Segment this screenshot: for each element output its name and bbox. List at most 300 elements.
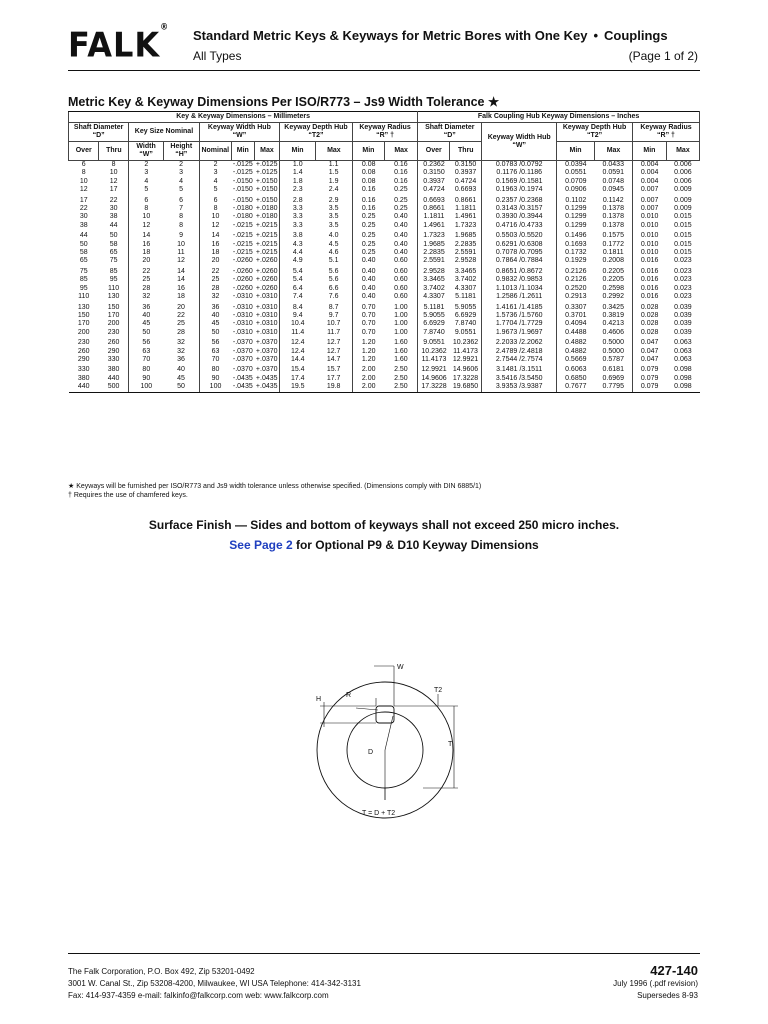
- table-cell: 4.9: [280, 257, 316, 265]
- table-cell: 5.4: [280, 276, 316, 284]
- table-cell: 28: [199, 285, 231, 293]
- table-cell: 0.028: [633, 329, 667, 337]
- table-cell: 0.2205: [602, 276, 624, 284]
- table-cell: 8.4: [280, 302, 316, 312]
- table-cell: 14.9606: [418, 375, 450, 383]
- table-cell: 22: [79, 205, 88, 213]
- table-cell: 0.047: [633, 337, 667, 347]
- table-cell: 0.010: [633, 230, 667, 240]
- table-cell: 0.5000: [602, 339, 624, 347]
- col-keyway-radius-mm: Keyway Radius “R” †: [352, 123, 417, 142]
- table-cell: 0.010: [633, 249, 667, 257]
- table-cell: 3.7402: [418, 285, 450, 293]
- table-row: [69, 222, 700, 230]
- table-cell: 0.40: [394, 240, 408, 248]
- table-cell: 44: [109, 221, 118, 229]
- table-cell: 2.9: [328, 196, 339, 204]
- table-cell: 0.6063: [557, 364, 595, 374]
- table-cell: 8: [129, 205, 164, 213]
- table-cell: 0.60: [394, 257, 408, 265]
- table-cell: 0.006: [674, 169, 692, 177]
- table-row: [69, 169, 700, 177]
- table-cell: 10.7: [326, 320, 341, 328]
- table-cell: 0.70: [352, 320, 384, 328]
- footnote-star: ★ Keyways will be furnished per ISO/R773 and Js9 width tolerance unless otherwise specified. (Dimensions comply with DIN 6885/1): [68, 483, 482, 490]
- sub-thru: Thru: [450, 142, 482, 161]
- table-cell: 0.1732: [557, 249, 595, 257]
- col-key-size: Key Size Nominal: [129, 123, 199, 142]
- table-cell: +.0310: [255, 303, 278, 311]
- table-cell: 0.007: [633, 205, 667, 213]
- table-cell: 0.1299: [557, 205, 595, 213]
- table-cell: 50: [109, 232, 118, 240]
- table-cell: 10: [199, 213, 231, 221]
- table-cell: 0.3937: [454, 169, 477, 177]
- table-cell: 0.3930 /0.3944: [482, 213, 557, 221]
- table-cell: 9.7: [328, 311, 339, 319]
- table-cell: 18: [177, 293, 185, 301]
- table-cell: +.0370: [255, 347, 278, 355]
- label-h: H: [316, 696, 322, 703]
- table-body: [69, 161, 700, 393]
- table-cell: 1.7704 /1.7729: [482, 320, 557, 328]
- table-cell: 18: [199, 249, 231, 257]
- table-row: [69, 213, 700, 221]
- table-cell: 0.5503 /0.5520: [482, 230, 557, 240]
- sub-height: Height “H”: [163, 142, 199, 161]
- table-cell: 0.1378: [602, 205, 624, 213]
- table-cell: 56: [199, 337, 231, 347]
- table-cell: 6.4: [280, 285, 316, 293]
- table-cell: 0.08: [352, 178, 384, 186]
- table-cell: 45: [199, 320, 231, 328]
- table-cell: 6: [199, 195, 231, 205]
- table-cell: 5.6: [328, 267, 339, 275]
- table-cell: 0.16: [394, 169, 408, 177]
- table-cell: 0.1176 /0.1186: [482, 169, 557, 177]
- table-cell: 0.25: [352, 213, 384, 221]
- table-cell: 2.4: [328, 186, 339, 194]
- table-cell: 95: [109, 276, 118, 284]
- table-cell: 0.25: [352, 249, 384, 257]
- table-cell: 0.007: [633, 186, 667, 194]
- table-cell: 22: [129, 266, 164, 276]
- table-cell: 0.1378: [602, 213, 624, 221]
- table-cell: 6: [179, 196, 183, 204]
- table-cell: 3.9353 /3.9387: [482, 383, 557, 392]
- table-cell: 1.4161 /1.4185: [482, 302, 557, 312]
- table-cell: 65: [79, 257, 88, 265]
- table-cell: +.0125: [255, 169, 278, 177]
- table-cell: 2.2835: [418, 249, 450, 257]
- table-cell: 20: [177, 303, 185, 311]
- table-cell: 70: [129, 356, 164, 364]
- table-cell: 4.3307: [454, 284, 477, 292]
- table-cell: 0.40: [352, 293, 384, 301]
- table-cell: 0.25: [394, 186, 408, 194]
- table-cell: -.0435: [232, 374, 253, 382]
- table-row: [69, 348, 700, 356]
- table-cell: 44: [79, 232, 88, 240]
- table-cell: 0.7677: [557, 383, 595, 392]
- table-cell: 32: [129, 293, 164, 301]
- table-cell: 1.5: [328, 169, 339, 177]
- table-cell: 0.006: [674, 177, 692, 185]
- falk-logo: FALK®: [68, 22, 170, 65]
- table-cell: -.0370: [232, 366, 253, 374]
- table-cell: 0.16: [352, 205, 384, 213]
- table-cell: 0.40: [394, 249, 408, 257]
- table-cell: 230: [107, 328, 120, 336]
- table-cell: 17.3228: [418, 383, 450, 392]
- table-cell: 0.40: [352, 276, 384, 284]
- table-cell: -.0215: [232, 240, 253, 248]
- table-cell: 14.7: [326, 355, 341, 363]
- table-cell: 3: [199, 169, 231, 177]
- table-cell: 0.08: [352, 169, 384, 177]
- table-cell: 20: [129, 257, 164, 265]
- table-cell: 290: [107, 347, 120, 355]
- table-cell: 1.20: [352, 348, 384, 356]
- see-page-note: See Page 2 for Optional P9 & D10 Keyway Dimensions: [229, 538, 539, 552]
- table-cell: 25: [177, 320, 185, 328]
- table-cell: 380: [107, 366, 120, 374]
- table-cell: 0.016: [633, 276, 667, 284]
- table-row: [69, 249, 700, 257]
- table-cell: 4: [129, 178, 164, 186]
- table-cell: 11: [177, 249, 185, 257]
- table-cell: 30: [79, 213, 88, 221]
- table-cell: 0.0906: [557, 186, 595, 194]
- footer-divider: [68, 953, 700, 954]
- table-cell: -.0215: [232, 249, 253, 257]
- table-cell: 0.40: [352, 257, 384, 265]
- table-cell: 85: [79, 276, 88, 284]
- table-cell: 2.50: [394, 366, 408, 374]
- table-cell: 5.1181: [418, 302, 450, 312]
- table-cell: 12: [129, 222, 164, 230]
- table-cell: 0.0433: [602, 161, 624, 168]
- table-cell: 5.1: [328, 257, 339, 265]
- table-cell: 0.015: [674, 213, 692, 221]
- table-cell: 0.1569 /0.1581: [482, 178, 557, 186]
- table-cell: +.0310: [255, 293, 278, 301]
- col-shaft-diameter-in: Shaft Diameter “D”: [418, 123, 482, 142]
- section-title: Metric Key & Keyway Dimensions Per ISO/R773 – Js9 Width Tolerance ★: [68, 95, 500, 109]
- table-cell: 16: [199, 241, 231, 249]
- table-cell: 75: [109, 257, 118, 265]
- table-cell: 70: [199, 356, 231, 364]
- table-cell: 0.5000: [602, 347, 624, 355]
- sub-nominal: Nominal: [199, 142, 231, 161]
- table-cell: 0.039: [674, 320, 692, 328]
- supersedes-note: Supersedes 8-93: [637, 991, 698, 1000]
- table-cell: 260: [77, 347, 90, 355]
- table-cell: 19.5: [280, 383, 316, 392]
- table-cell: 6: [81, 161, 86, 168]
- table-cell: 0.1575: [602, 232, 624, 240]
- label-formula: T = D + T2: [362, 810, 396, 817]
- table-cell: 5: [179, 186, 183, 194]
- table-cell: 1.00: [394, 320, 408, 328]
- table-cell: 80: [199, 364, 231, 374]
- table-cell: 16: [177, 284, 185, 292]
- table-cell: 0.1963 /0.1974: [482, 186, 557, 194]
- table-cell: +.0310: [255, 311, 278, 319]
- table-cell: 8: [179, 213, 183, 221]
- table-cell: 3.7402: [454, 276, 477, 284]
- col-keyway-width-mm: Keyway Width Hub “W”: [199, 123, 279, 142]
- table-cell: 50: [79, 240, 88, 248]
- table-cell: 0.023: [674, 257, 692, 265]
- see-page-2-link[interactable]: See Page 2: [229, 538, 293, 552]
- table-cell: 5: [199, 186, 231, 194]
- table-cell: +.0215: [255, 249, 278, 257]
- table-cell: -.0260: [232, 257, 253, 265]
- table-row: [69, 266, 700, 276]
- table-cell: 0.009: [674, 196, 692, 204]
- table-cell: 3.5: [328, 213, 339, 221]
- sub-min: Min: [231, 142, 254, 161]
- table-cell: 9.0551: [454, 328, 477, 336]
- table-cell: 0.0551: [557, 169, 595, 177]
- table-cell: 0.2362: [418, 161, 450, 170]
- table-cell: 1.7323: [454, 221, 477, 229]
- table-cell: -.0125: [232, 161, 253, 168]
- table-cell: 8: [199, 205, 231, 213]
- table-cell: 10.2362: [452, 339, 479, 347]
- table-cell: 36: [129, 302, 164, 312]
- table-cell: 130: [107, 293, 120, 301]
- table-cell: 25: [199, 276, 231, 284]
- group-header-mm: Key & Keyway Dimensions – Millimeters: [69, 112, 418, 123]
- table-cell: 0.7078 /0.7095: [482, 249, 557, 257]
- sub-width: Width “W”: [129, 142, 164, 161]
- table-cell: 500: [99, 383, 129, 392]
- table-cell: 12.7: [326, 339, 341, 347]
- table-cell: 0.1299: [557, 222, 595, 230]
- table-cell: 0.1102: [557, 195, 595, 205]
- table-cell: 2.9528: [418, 266, 450, 276]
- table-cell: +.0215: [255, 240, 278, 248]
- table-cell: 0.016: [633, 257, 667, 265]
- table-cell: 2.00: [352, 375, 384, 383]
- table-cell: 3.1481 /3.1511: [482, 364, 557, 374]
- page-number: (Page 1 of 2): [628, 49, 698, 63]
- table-cell: 0.25: [352, 241, 384, 249]
- table-cell: 2.50: [385, 383, 418, 392]
- table-cell: 8: [179, 221, 183, 229]
- table-cell: 0.023: [674, 284, 692, 292]
- table-row: [69, 329, 700, 337]
- label-w: W: [397, 664, 404, 671]
- table-cell: 1.00: [394, 303, 408, 311]
- table-cell: 2.00: [352, 364, 384, 374]
- footnote-dagger: † Requires the use of chamfered keys.: [68, 492, 188, 499]
- table-cell: 0.1693: [557, 241, 595, 249]
- sub-min: Min: [633, 142, 667, 161]
- table-cell: 40: [129, 312, 164, 320]
- table-cell: 330: [77, 366, 90, 374]
- footer-address: The Falk Corporation, P.O. Box 492, Zip 53201-0492 3001 W. Canal St., Zip 53208-4200, Milwaukee, WI USA Telephone: 414-342-3131 Fax: 414-937-4359 e-mail: falkinfo@falkcorp.com web: www.falkcorp.com: [68, 967, 361, 1000]
- table-cell: 12: [79, 186, 88, 194]
- table-cell: 75: [79, 267, 88, 275]
- table-cell: 0.3307: [557, 302, 595, 312]
- table-row: [69, 302, 700, 312]
- table-cell: +.0180: [255, 213, 278, 221]
- table-cell: 38: [109, 213, 118, 221]
- table-cell: 0.60: [394, 267, 408, 275]
- table-cell: +.0150: [255, 196, 278, 204]
- table-cell: 0.70: [352, 302, 384, 312]
- table-cell: 0.2205: [602, 267, 624, 275]
- table-cell: 14: [177, 276, 185, 284]
- table-cell: 0.2008: [602, 257, 624, 265]
- table-cell: 0.1299: [557, 213, 595, 221]
- table-cell: 4.0: [328, 232, 339, 240]
- table-cell: 0.016: [633, 293, 667, 301]
- table-cell: 4.3307: [418, 293, 450, 301]
- table-cell: 0.015: [674, 232, 692, 240]
- table-cell: 2.3: [280, 186, 316, 194]
- table-cell: -.0260: [232, 284, 253, 292]
- table-cell: 2: [179, 161, 183, 168]
- page-subtitle: All Types: [193, 49, 242, 63]
- table-cell: 380: [77, 374, 90, 382]
- table-cell: 58: [109, 240, 118, 248]
- table-cell: 45: [129, 320, 164, 328]
- table-cell: 0.2357 /0.2368: [482, 195, 557, 205]
- table-cell: 3.5416 /3.5450: [482, 375, 557, 383]
- table-cell: 0.098: [674, 366, 692, 374]
- table-cell: 28: [129, 285, 164, 293]
- table-cell: 4: [199, 178, 231, 186]
- table-cell: +.0370: [255, 339, 278, 347]
- surface-finish-note: Surface Finish — Sides and bottom of keyways shall not exceed 250 micro inches.: [148, 518, 620, 532]
- table-cell: 170: [107, 311, 120, 319]
- table-cell: 12.4: [280, 337, 316, 347]
- table-cell: 12.7: [326, 347, 341, 355]
- table-cell: 1.4: [280, 169, 316, 177]
- table-cell: 25: [129, 276, 164, 284]
- table-cell: 0.7795: [595, 383, 633, 392]
- table-cell: 0.60: [394, 293, 408, 301]
- table-cell: 0.009: [674, 205, 692, 213]
- table-cell: 0.098: [674, 374, 692, 382]
- table-cell: 9: [179, 232, 183, 240]
- table-cell: 5.9055: [454, 303, 477, 311]
- table-cell: 0.007: [633, 195, 667, 205]
- table-cell: 17.7: [326, 374, 341, 382]
- revision-date: July 1996 (.pdf revision): [613, 979, 698, 988]
- table-row: [69, 383, 700, 392]
- table-cell: 56: [129, 337, 164, 347]
- table-cell: 14.4: [280, 356, 316, 364]
- table-cell: 90: [129, 375, 164, 383]
- table-cell: 32: [199, 293, 231, 301]
- table-cell: 0.0709: [557, 178, 595, 186]
- table-cell: 3.3: [280, 205, 316, 213]
- sub-max: Max: [385, 142, 418, 161]
- table-cell: 0.1811: [602, 249, 624, 257]
- table-cell: -.0215: [232, 232, 253, 240]
- table-cell: 0.40: [394, 232, 408, 240]
- table-cell: 0.40: [394, 213, 408, 221]
- table-cell: 14: [177, 267, 185, 275]
- label-t: T: [448, 741, 453, 748]
- table-cell: +.0150: [255, 177, 278, 185]
- table-cell: 2.7544 /2.7574: [482, 356, 557, 364]
- table-cell: 1.9685: [454, 232, 477, 240]
- table-cell: 80: [129, 364, 164, 374]
- table-cell: 0.004: [633, 178, 667, 186]
- table-cell: 2: [129, 161, 164, 170]
- table-cell: +.0370: [255, 366, 278, 374]
- table-cell: 1.60: [394, 339, 408, 347]
- table-row: [69, 337, 700, 347]
- table-cell: 440: [107, 374, 120, 382]
- table-cell: 0.60: [394, 284, 408, 292]
- table-cell: 0.2598: [602, 284, 624, 292]
- table-cell: 100: [129, 383, 164, 392]
- keyway-diagram: [290, 650, 480, 820]
- table-cell: 5.1181: [455, 293, 476, 301]
- table-cell: 100: [199, 383, 231, 392]
- table-cell: 0.70: [352, 312, 384, 320]
- table-cell: 45: [177, 374, 185, 382]
- group-header-inches: Falk Coupling Hub Keyway Dimensions – Inches: [418, 112, 700, 123]
- table-cell: 6.6929: [454, 311, 477, 319]
- table-cell: 0.40: [352, 285, 384, 293]
- table-cell: 0.039: [674, 311, 692, 319]
- table-cell: 0.8661: [454, 196, 477, 204]
- table-cell: 0.25: [394, 196, 408, 204]
- table-cell: 3.8: [280, 230, 316, 240]
- table-cell: 6.6929: [418, 320, 450, 328]
- table-cell: +.0150: [255, 186, 278, 194]
- table-cell: 4.3: [280, 241, 316, 249]
- table-cell: 0.079: [633, 383, 667, 392]
- table-cell: +.0260: [255, 284, 278, 292]
- table-cell: 110: [78, 293, 90, 301]
- table-cell: 11.4: [280, 329, 316, 337]
- table-cell: 0.25: [352, 230, 384, 240]
- table-cell: 1.20: [352, 337, 384, 347]
- table-cell: +.0435: [255, 374, 278, 382]
- table-cell: 0.015: [674, 240, 692, 248]
- table-cell: 58: [79, 249, 88, 257]
- table-cell: 0.2913: [557, 293, 595, 301]
- table-cell: 0.2126: [557, 266, 595, 276]
- table-cell: 0.063: [674, 355, 692, 363]
- table-cell: 3.5: [328, 205, 339, 213]
- table-cell: 1.5736 /1.5760: [482, 312, 557, 320]
- table-cell: 0.0591: [602, 169, 624, 177]
- col-keyway-width-in: Keyway Width Hub “W”: [482, 123, 557, 161]
- table-row: [69, 257, 700, 265]
- table-cell: 38: [79, 221, 88, 229]
- table-cell: 2.4789 /2.4818: [482, 348, 557, 356]
- col-keyway-radius-in: Keyway Radius “R” †: [633, 123, 700, 142]
- table-cell: 0.4882: [557, 337, 595, 347]
- table-cell: 0.9832 /0.9853: [482, 276, 557, 284]
- table-cell: 0.3143 /0.3157: [482, 205, 557, 213]
- table-cell: 15.4: [280, 364, 316, 374]
- table-cell: 4.5: [328, 240, 339, 248]
- table-cell: 18: [129, 249, 164, 257]
- table-cell: 17.4: [280, 375, 316, 383]
- table-cell: 12: [109, 177, 118, 185]
